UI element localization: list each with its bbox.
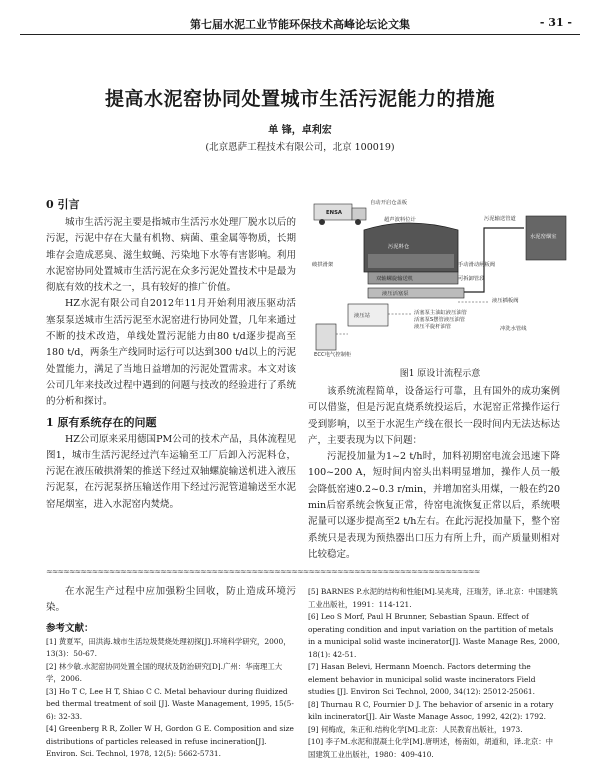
reference-item: [5] BARNES P.水泥的结构和性能[M].吴兆琦，汪瑞芳，译.北京：中国建筑工业出版社，1991：114-121. bbox=[308, 587, 558, 609]
reference-item: [1] 黄夏军，田洪海.城市生活垃圾焚烧处理初探[J].环境科学研究，2000，13(3)：50-67. bbox=[46, 636, 291, 659]
ecc-label: ECC电气控制柜 bbox=[314, 352, 352, 358]
figure-caption: 图1 原设计流程示意 bbox=[399, 369, 481, 379]
auto-open-label: 自动开启仓盖板 bbox=[370, 200, 408, 206]
article-authors: 单 锋，卓利宏 bbox=[268, 125, 332, 136]
proceedings-title: 第七届水泥工业节能环保技术高峰论坛论文集 bbox=[190, 18, 410, 31]
oil-line-2-label: 活塞泵S摆管液压油管 bbox=[414, 317, 466, 323]
ultrasonic-label: 超声波料位计 bbox=[384, 217, 416, 223]
running-header bbox=[20, 12, 580, 34]
references-heading: 参考文献： bbox=[46, 622, 94, 634]
bottom-left bbox=[46, 584, 296, 761]
left-column bbox=[46, 196, 296, 513]
bunker-label: 污泥料仓 bbox=[388, 244, 410, 250]
article-affiliation: (北京恩萨工程技术有限公司，北京 100019) bbox=[205, 142, 395, 153]
right-paragraph-1: 该系统流程简单，设备运行可靠，且有国外的成功案例可以借鉴，但是污泥直烧系统投运后，水泥窑正常操作运行受到影响，以至于水泥生产线在很长一段时间内无法达标达产，主要表现为以下问题： bbox=[308, 386, 560, 446]
reference-item: [7] Hasan Belevi, Hermann Moench. Factors determing the element behavior in municipal solid waste incinerators Field studies [J]. Environ Sci Technol, 2000, 34(12): 25012-25061. bbox=[308, 662, 536, 696]
reference-item: [8] Thurnau R C, Fournier D J. The behavior of arsenic in a rotary kiln incinerator[J]. Air Waste Manage Assoc, 1992, 42(2): 1792. bbox=[308, 699, 554, 721]
section-1-paragraph: HZ公司原来采用德国PM公司的技术产品，具体流程见图1，城市生活污泥经过汽车运输至工厂后卸入污泥料仓，污泥在液压破拱滑架的推送下经过双轴螺旋输送机进入液压污泥泵，在污泥泵挤压输送作用下经过污泥管道输送至水泥窑尾烟室，进入水泥窑内焚烧。 bbox=[46, 433, 296, 510]
pipe-line bbox=[464, 228, 524, 292]
bunker-icon bbox=[364, 223, 458, 272]
hydraulic-valve-label: 液压插板阀 bbox=[492, 298, 519, 304]
ecc-cabinet-icon bbox=[316, 324, 336, 350]
process-flow-diagram bbox=[308, 194, 572, 366]
reference-item: [2] 林少敏.水泥窑协同处置全国的现状及防治研究[D].广州：华南理工大学，2006. bbox=[46, 661, 283, 684]
screw-label: 双轴螺旋输送机 bbox=[376, 276, 414, 282]
page-number: - 31 - bbox=[539, 16, 572, 29]
reference-item: [10] 李子M.水泥和混凝土化学[M].唐明述，杨南如，胡道和，译.北京：中国建筑工业出版社，1980：409-410. bbox=[308, 737, 554, 759]
bottom-left-text: 在水泥生产过程中应加强粉尘回收，防止造成环境污染。 bbox=[46, 586, 296, 614]
section-1-heading: 1 原有系统存在的问题 bbox=[46, 415, 157, 429]
reference-item: [6] Leo S Morf, Paul H Brunner, Sebastian Spaun. Effect of operating condition and input variation on the partition of metals in a municipal solid waste incinerator[J]. Waste Manage Res, 2000, 18(1): 42-51. bbox=[308, 612, 560, 659]
reference-item: [4] Greenberg R R, Zoller W H, Gordon G E. Composition and size distributions of particles released in refuse incineration[J]. Environ. Sci. Technol, 1978, 12(5): 5662-5731. bbox=[46, 724, 294, 759]
intro-paragraph-1: 城市生活污泥主要是指城市生活污水处理厂脱水以后的污泥，污泥中存在大量有机物、病菌、重金属等物质，长期堆存会造成恶臭、滋生蚊蝇、污染地下水等有害影响。利用水泥窑协同处置城市生活污泥在众多污泥处置技术中是最为彻底有效的技术之一，具有较好的推广价值。 bbox=[46, 217, 296, 294]
kiln-label: 水泥窑烟室 bbox=[530, 234, 557, 240]
station-label: 液压站 bbox=[354, 313, 370, 319]
process-flow-figure bbox=[308, 194, 572, 366]
references-right bbox=[308, 586, 560, 761]
right-paragraph-2: 污泥投加量为1~2 t/h时，加料初期窑电流会迅速下降100~200 A，短时间内窑头出料明显增加，操作人员一般会降低窑速0.2~0.3 r/min，并增加窑头用煤，一般在约20 min后窑系统会恢复正常，待窑电流恢复正常以后，系统喂泥量可以逐步提高至2 t/h左右。在此污泥投加量下，整个窑系统只是表现为预热器出口压力有所上升，而产质量则相对比较稳定。 bbox=[308, 451, 560, 560]
section-separator: ≈≈≈≈≈≈≈≈≈≈≈≈≈≈≈≈≈≈≈≈≈≈≈≈≈≈≈≈≈≈≈≈≈≈≈≈≈≈≈≈≈≈≈≈≈≈≈≈≈≈≈≈≈≈≈≈≈≈≈≈≈≈≈≈≈≈≈≈≈≈≈≈≈≈≈≈ bbox=[46, 568, 480, 576]
references-left bbox=[46, 636, 296, 761]
detachable-section-label: 可拆卸管段 bbox=[458, 276, 485, 282]
oil-line-1-label: 活塞泵主油缸液压油管 bbox=[414, 310, 467, 316]
intro-paragraph-2: HZ水泥有限公司自2012年11月开始利用液压驱动活塞泵泵送城市生活污泥至水泥窑进行协同处置，几年来通过不断的技术改造，单线处置污泥能力由80 t/d逐步提高至180 t/d，两条生产线同时运行可以达到300 t/d以上的污泥处置能力，满足了当地日益增加的污泥处置需求。本文对该公司几年来技改过程中遇到的问题与技改的经验进行了系统的分析和探讨。 bbox=[46, 298, 296, 408]
article-title: 提高水泥窑协同处置城市生活污泥能力的措施 bbox=[104, 88, 495, 110]
pipe-label: 污泥输送管道 bbox=[484, 216, 516, 222]
pump-label: 液压活塞泵 bbox=[382, 291, 409, 297]
reference-item: [3] Ho T C, Lee H T, Shiao C C. Metal behaviour during fluidized bed thermal treatment of soil [J]. Waste Management, 1995, 15(5-6): 32-33. bbox=[46, 686, 294, 721]
manual-gate-label: 手动滑动闸板阀 bbox=[458, 262, 496, 268]
ensa-label: ENSA bbox=[326, 210, 342, 216]
reference-item: [9] 何梅成，朱正和.结构化学[M].北京：人民教育出版社，1973. bbox=[308, 724, 523, 734]
water-line-label: 冲洗水管线 bbox=[500, 326, 527, 332]
header-rule bbox=[20, 34, 580, 35]
sliding-frame-label: 破拱滑架 bbox=[312, 262, 334, 268]
section-0-heading: 0 引言 bbox=[46, 198, 80, 211]
oil-line-3-label: 液压平旋杆油管 bbox=[414, 324, 452, 330]
right-column bbox=[308, 384, 560, 563]
